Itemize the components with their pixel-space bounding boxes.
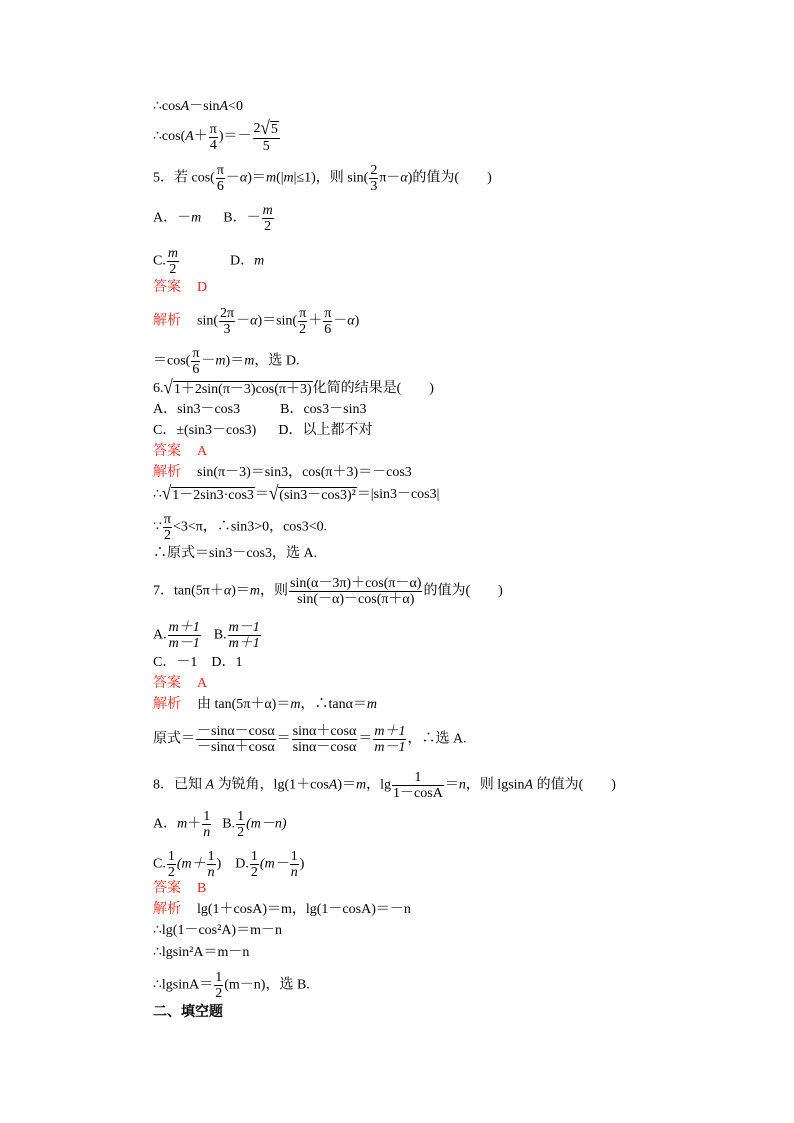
fraction xyxy=(207,849,216,880)
t: π－ xyxy=(379,170,401,186)
t: ∴cos xyxy=(153,99,181,114)
den: n xyxy=(207,865,215,880)
den: sin(－α)－cos(π＋α) xyxy=(297,592,415,607)
q8-solution-4 xyxy=(153,970,310,1001)
t: C. xyxy=(153,253,166,269)
t: A. xyxy=(153,627,167,643)
t: 原式＝ xyxy=(153,731,195,747)
t: ＝ xyxy=(444,777,459,793)
t: B．－ xyxy=(223,210,261,226)
t: 6. xyxy=(153,381,164,397)
t: 8．已知 xyxy=(153,777,206,793)
fraction xyxy=(392,770,444,801)
answer-value: D xyxy=(197,280,208,295)
fraction xyxy=(163,512,172,543)
den: 2 xyxy=(237,825,245,840)
den: 2 xyxy=(167,865,175,880)
t: ＝ xyxy=(276,731,291,747)
t: α xyxy=(347,313,355,329)
den: 5 xyxy=(262,139,270,154)
q8-solution-1 xyxy=(153,901,411,919)
q6-solution-4 xyxy=(153,545,317,563)
fraction xyxy=(289,576,422,607)
t: A．sin3－cos3 xyxy=(153,402,241,417)
t: A． xyxy=(153,816,178,832)
answer-label: 答案 xyxy=(153,280,181,295)
t: ＝cos( xyxy=(153,353,191,369)
q6-answer xyxy=(153,443,207,461)
q5-answer xyxy=(153,279,207,297)
t: )的值为( ) xyxy=(407,170,492,186)
den: －sinα＋cosα xyxy=(197,740,275,755)
fraction xyxy=(219,306,235,337)
t: － xyxy=(333,313,348,329)
sqrt: √1＋2sin(π－3)cos(π＋3) xyxy=(163,376,312,399)
t: )＝ xyxy=(231,583,250,599)
num: π xyxy=(324,306,332,321)
t: B. xyxy=(213,627,227,643)
t: ∵ xyxy=(153,519,162,535)
den: 2 xyxy=(250,865,258,880)
t: α xyxy=(239,170,248,186)
answer-label: 答案 xyxy=(153,444,181,459)
q6-solution-2 xyxy=(153,482,440,505)
line-cos-a-plus-pi4 xyxy=(153,116,281,154)
q8-answer xyxy=(153,880,206,898)
t: D． xyxy=(229,253,255,269)
den: 2 xyxy=(215,986,223,1001)
fraction xyxy=(214,970,223,1001)
fraction xyxy=(292,724,358,755)
fraction xyxy=(168,620,201,651)
t: m xyxy=(177,816,188,832)
t: ) xyxy=(354,313,360,329)
t: C．±(sin3－cos3) xyxy=(153,423,257,438)
radicand: (sin3－cos3)² xyxy=(279,488,356,503)
t: D．1 xyxy=(211,655,243,670)
den: 1－cosA xyxy=(393,786,443,801)
solution-label: 解析 xyxy=(153,902,181,917)
num: 2 xyxy=(370,163,378,178)
num: sinα＋cosα xyxy=(292,724,357,739)
q5-solution-2 xyxy=(153,346,299,377)
t: ，选 D. xyxy=(254,353,300,369)
t: m xyxy=(265,170,277,186)
t: α xyxy=(223,583,232,599)
q8-options-cd xyxy=(153,849,304,880)
answer-value: A xyxy=(197,444,208,459)
den: 6 xyxy=(324,322,332,337)
question-8 xyxy=(153,770,616,801)
fraction xyxy=(191,346,200,377)
fraction xyxy=(196,724,276,755)
den: 2 xyxy=(163,528,171,543)
q7-options-cd xyxy=(153,654,242,672)
t: m xyxy=(254,253,265,269)
t: |≤1)，则 sin( xyxy=(293,170,369,186)
fraction xyxy=(216,163,225,194)
t: n xyxy=(458,777,466,793)
num: 1 xyxy=(290,849,298,864)
answer-value: B xyxy=(197,881,207,896)
t: －sin xyxy=(189,99,220,114)
answer-label: 答案 xyxy=(153,881,181,896)
fraction xyxy=(290,849,299,880)
answer-label: 答案 xyxy=(153,676,181,691)
t: lg(1＋cosA)＝m，lg(1－cosA)＝－n xyxy=(197,902,411,917)
sqrt: √1－2sin3·cos3 xyxy=(161,482,254,505)
solution-label: 解析 xyxy=(153,465,181,480)
t: D．以上都不对 xyxy=(278,423,373,438)
section-title-fill-in: 二、填空题 xyxy=(153,1004,223,1020)
den: m－1 xyxy=(168,636,200,651)
fraction xyxy=(250,849,259,880)
question-5 xyxy=(153,163,492,194)
t: ，∴选 A. xyxy=(407,731,467,747)
t: A xyxy=(524,777,534,793)
q7-solution-1 xyxy=(153,696,377,714)
radicand: 1＋2sin(π－3)cos(π＋3) xyxy=(173,382,312,397)
t: (m－n)，选 B. xyxy=(224,977,310,993)
fraction xyxy=(369,163,378,194)
t: C．－1 xyxy=(153,655,198,670)
t: 5．若 cos( xyxy=(153,170,215,186)
q6-options-cd xyxy=(153,422,372,440)
num: 1 xyxy=(167,849,175,864)
sqrt: √(sin3－cos3)² xyxy=(268,482,356,505)
t: ＋ xyxy=(308,313,323,329)
t: )＝ xyxy=(337,777,357,793)
q8-solution-3 xyxy=(153,944,249,962)
t: )＝ xyxy=(247,170,266,186)
answer-value: A xyxy=(197,676,208,691)
t: <3<π，∴sin3>0，cos3<0. xyxy=(173,519,328,535)
q6-options-ab xyxy=(153,401,366,419)
num: m xyxy=(167,246,178,261)
num: －sinα－cosα xyxy=(197,724,275,739)
den: n xyxy=(203,825,211,840)
t: m xyxy=(249,583,260,599)
t: 由 tan(5π＋α)＝ xyxy=(197,697,291,712)
t: ∴lg(1－cos²A)＝m－n xyxy=(153,923,282,938)
t: ＋ xyxy=(193,129,208,145)
den: 2 xyxy=(299,322,307,337)
t: － xyxy=(225,170,240,186)
num: π xyxy=(216,163,224,178)
den: 2 xyxy=(169,262,177,277)
q8-options-ab xyxy=(153,809,287,840)
t: A．－ xyxy=(153,210,192,226)
t: ∴ xyxy=(153,487,162,503)
t: (m－n) xyxy=(246,816,287,832)
fraction xyxy=(262,203,274,234)
num: 2√5 xyxy=(253,116,278,139)
t: A xyxy=(205,777,215,793)
den: 3 xyxy=(370,179,378,194)
num: 1 xyxy=(250,849,258,864)
t: 2 xyxy=(253,121,261,137)
t: B. xyxy=(222,816,236,832)
t: m xyxy=(366,697,378,712)
t: )＝sin( xyxy=(257,313,298,329)
t: D. xyxy=(235,856,249,872)
q5-options-cd xyxy=(153,246,264,277)
t: ∴lgsinA＝ xyxy=(153,977,214,993)
den: 2 xyxy=(264,219,272,234)
line-cos-sin-ineq xyxy=(153,98,243,116)
t: m xyxy=(283,170,294,186)
t: ＝ xyxy=(358,731,373,747)
fraction xyxy=(167,849,176,880)
num: 1 xyxy=(392,770,444,786)
t: ＝ xyxy=(254,487,269,503)
num: π xyxy=(163,512,171,527)
t: A xyxy=(185,129,194,145)
fraction xyxy=(373,724,406,755)
num: sin(α－3π)＋cos(π－α) xyxy=(290,576,422,591)
t: B．cos3－sin3 xyxy=(280,402,367,417)
t: 的值为( ) xyxy=(423,583,503,599)
t: ) xyxy=(216,856,222,872)
q5-options-ab xyxy=(153,203,275,234)
fraction xyxy=(323,306,332,337)
num: 2π xyxy=(220,306,235,321)
num: m＋1 xyxy=(168,620,200,635)
t: ，lg xyxy=(366,777,392,793)
num: m＋1 xyxy=(374,724,406,739)
q7-options-ab xyxy=(153,620,262,651)
den: m＋1 xyxy=(228,636,260,651)
den: 6 xyxy=(216,179,224,194)
question-6 xyxy=(153,376,434,399)
solution-label: 解析 xyxy=(153,697,181,712)
fraction xyxy=(298,306,307,337)
t: － xyxy=(201,353,216,369)
t: C. xyxy=(153,856,166,872)
t: 化简的结果是( ) xyxy=(312,381,434,397)
t: A xyxy=(328,777,338,793)
t: sin(π－3)＝sin3，cos(π＋3)＝－cos3 xyxy=(197,465,412,480)
q8-solution-2 xyxy=(153,922,282,940)
q7-answer xyxy=(153,675,207,693)
t: m xyxy=(356,777,367,793)
t: (m＋ xyxy=(176,856,206,872)
t: － xyxy=(236,313,251,329)
t: ＝|sin3－cos3| xyxy=(356,487,440,503)
t: 7．tan(5π＋ xyxy=(153,583,224,599)
t: α xyxy=(250,313,258,329)
num: 1 xyxy=(207,849,215,864)
q5-solution-1 xyxy=(153,306,359,337)
num: 1 xyxy=(237,809,245,824)
num: π xyxy=(209,121,217,137)
num: π xyxy=(192,346,200,361)
den: n xyxy=(290,865,298,880)
t: m xyxy=(215,353,226,369)
question-7 xyxy=(153,576,503,607)
fraction xyxy=(202,809,211,840)
q6-solution-3 xyxy=(153,512,327,543)
t: ＋ xyxy=(187,816,202,832)
num: 1 xyxy=(215,970,223,985)
radicand: 5 xyxy=(270,122,278,137)
t: <0 xyxy=(228,99,243,114)
den: m－1 xyxy=(374,740,406,755)
t: )＝－ xyxy=(218,129,252,145)
num: π xyxy=(299,306,307,321)
fraction xyxy=(253,116,280,154)
den: 4 xyxy=(209,137,217,153)
t: 为锐角，lg(1＋cos xyxy=(214,777,329,793)
t: m xyxy=(191,210,202,226)
fraction xyxy=(167,246,179,277)
t: ，则 lgsin xyxy=(465,777,525,793)
t: ∴原式＝sin3－cos3，选 A. xyxy=(153,546,318,561)
den: 3 xyxy=(223,322,231,337)
num: m xyxy=(262,203,273,218)
fraction xyxy=(228,620,261,651)
t: m xyxy=(244,353,255,369)
den: sinα－cosα xyxy=(292,740,357,755)
t: ∴cos( xyxy=(153,129,186,145)
num: m－1 xyxy=(228,620,260,635)
t: 的值为( ) xyxy=(533,777,616,793)
t: ，则 xyxy=(260,583,288,599)
den: 6 xyxy=(192,362,200,377)
t: α xyxy=(400,170,408,186)
t: (| xyxy=(276,170,284,186)
fraction xyxy=(209,122,218,153)
fraction xyxy=(236,809,245,840)
t: ∴lgsin²A＝m－n xyxy=(153,945,250,960)
radicand: 1－2sin3·cos3 xyxy=(172,488,254,503)
solution-label: 解析 xyxy=(153,313,181,329)
q7-solution-2 xyxy=(153,724,467,755)
t: m xyxy=(290,697,301,712)
num: 1 xyxy=(203,809,211,824)
t: sin( xyxy=(197,313,218,329)
t: )＝ xyxy=(225,353,245,369)
q6-solution-1 xyxy=(153,464,412,482)
t: ) xyxy=(299,856,305,872)
t: A xyxy=(219,99,229,114)
t: A xyxy=(180,99,190,114)
t: (m－ xyxy=(259,856,289,872)
t: ，∴tanα＝ xyxy=(300,697,367,712)
